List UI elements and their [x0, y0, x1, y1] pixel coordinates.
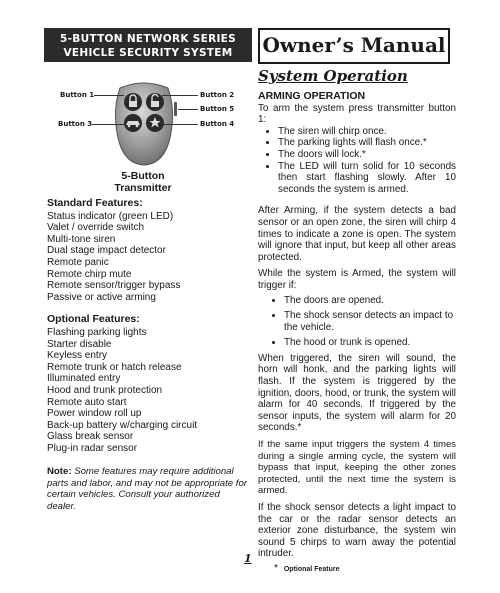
callout-line-5 — [178, 109, 198, 110]
callout-line-2 — [162, 95, 198, 96]
manual-title: Owner’s Manual — [258, 28, 450, 64]
optional-feature: Starter disable — [47, 338, 112, 350]
car-icon — [124, 114, 142, 132]
shock-sensor-paragraph: If the shock sensor detects a light impact to the car or the radar sensor detects an exterior zone disturbance, the system win sound 5 chirps to warn away the potential intruder. — [258, 502, 456, 560]
arming-heading: ARMING OPERATION — [258, 90, 366, 102]
standard-feature: Dual stage impact detector — [47, 245, 166, 257]
trigger-bullets — [258, 295, 456, 349]
standard-feature: Multi-tone siren — [47, 233, 116, 245]
trigger-bullet: • The shock sensor detects an impact to the vehicle. — [284, 310, 456, 333]
optional-features-heading: Optional Features: — [47, 313, 140, 326]
lock-icon — [124, 93, 142, 111]
note-text: Some features may require additional parts and labor, and may not be appropriate for certain vehicles. Consult your authorized dealer. — [47, 466, 247, 512]
arming-bullets — [258, 126, 456, 196]
callout-button-5: Button 5 — [200, 105, 235, 113]
arming-bullet: • The doors will lock.* — [278, 149, 456, 161]
series-line-1: 5-BUTTON NETWORK SERIES — [60, 33, 236, 45]
trigger-bullet: • The doors are opened. — [284, 295, 456, 307]
caption-line-2: Transmitter — [114, 182, 172, 194]
arming-bullet: • The siren will chirp once. — [278, 126, 456, 138]
optional-feature: Plug-in radar sensor — [47, 442, 138, 454]
section-title: System Operation — [258, 67, 408, 85]
series-line-2: VEHICLE SECURITY SYSTEM — [63, 47, 233, 59]
optional-feature: Hood and trunk protection — [47, 384, 163, 396]
optional-feature: Glass break sensor — [47, 431, 134, 443]
standard-feature: Valet / override switch — [47, 222, 145, 234]
trigger-bullet: • The hood or trunk is opened. — [284, 337, 456, 349]
callout-button-3: Button 3 — [58, 120, 93, 128]
callout-line-1 — [94, 95, 124, 96]
features-column — [47, 198, 247, 512]
footnote — [274, 563, 456, 576]
callout-button-2: Button 2 — [200, 91, 235, 99]
note-paragraph — [47, 466, 247, 512]
standard-feature: Remote sensor/trigger bypass — [47, 280, 181, 292]
callout-line-4 — [162, 124, 198, 125]
optional-feature: Keyless entry — [47, 350, 108, 362]
star-icon — [146, 114, 164, 132]
after-arming-paragraph: After Arming, if the system detects a bad sensor or an open zone, the siren will chirp 4 times to indicate a zone is open. The system will ignore that input, but keep all other areas protected. — [258, 205, 456, 263]
optional-feature: Illuminated entry — [47, 373, 121, 385]
side-button — [174, 102, 177, 116]
arming-intro: To arm the system press transmitter button 1: — [258, 102, 456, 126]
standard-features-heading: Standard Features: — [47, 197, 143, 209]
series-banner — [44, 28, 252, 62]
standard-feature: Status indicator (green LED) — [47, 210, 174, 222]
arming-bullet: • The parking lights will flash once.* — [278, 137, 456, 149]
footnote-text: Optional Feature — [283, 565, 340, 573]
callout-button-1: Button 1 — [60, 91, 95, 99]
optional-feature: Remote auto start — [47, 396, 127, 408]
standard-feature: Passive or active arming — [47, 291, 156, 303]
arming-bullet: • The LED will turn solid for 10 seconds then start flashing slowly. After 10 seconds the system is armed. — [278, 161, 456, 196]
optional-feature: Remote trunk or hatch release — [47, 361, 182, 373]
page-number: 1 — [244, 552, 252, 565]
callout-line-3 — [92, 124, 124, 125]
system-operation-column — [258, 67, 456, 576]
footnote-mark: * — [274, 562, 278, 574]
callout-button-4: Button 4 — [200, 120, 235, 128]
caption-line-1: 5-Button — [121, 170, 165, 182]
when-triggered-paragraph: When triggered, the siren will sound, the horn will honk, and the parking lights will flash. If the system is triggered by the ignition, doors, hood, or trunk, the system will alarm for 40 seconds. If triggered by the sensor inputs, the system will alarm for 20 seconds.* — [258, 352, 456, 434]
while-armed-paragraph: While the system is Armed, the system will trigger if: — [258, 268, 456, 291]
transmitter-illustration — [110, 80, 178, 166]
optional-feature: Flashing parking lights — [47, 326, 147, 338]
transmitter-caption — [100, 170, 186, 194]
same-input-paragraph: If the same input triggers the system 4 times during a single arming cycle, the system will bypass that input, keeping the other zones protected, until the next time the system is armed. — [258, 439, 456, 497]
optional-feature: Back-up battery w/charging circuit — [47, 419, 198, 431]
optional-feature: Power window roll up — [47, 408, 142, 420]
note-label: Note: — [47, 466, 72, 478]
standard-feature: Remote chirp mute — [47, 268, 132, 280]
standard-feature: Remote panic — [47, 256, 109, 268]
